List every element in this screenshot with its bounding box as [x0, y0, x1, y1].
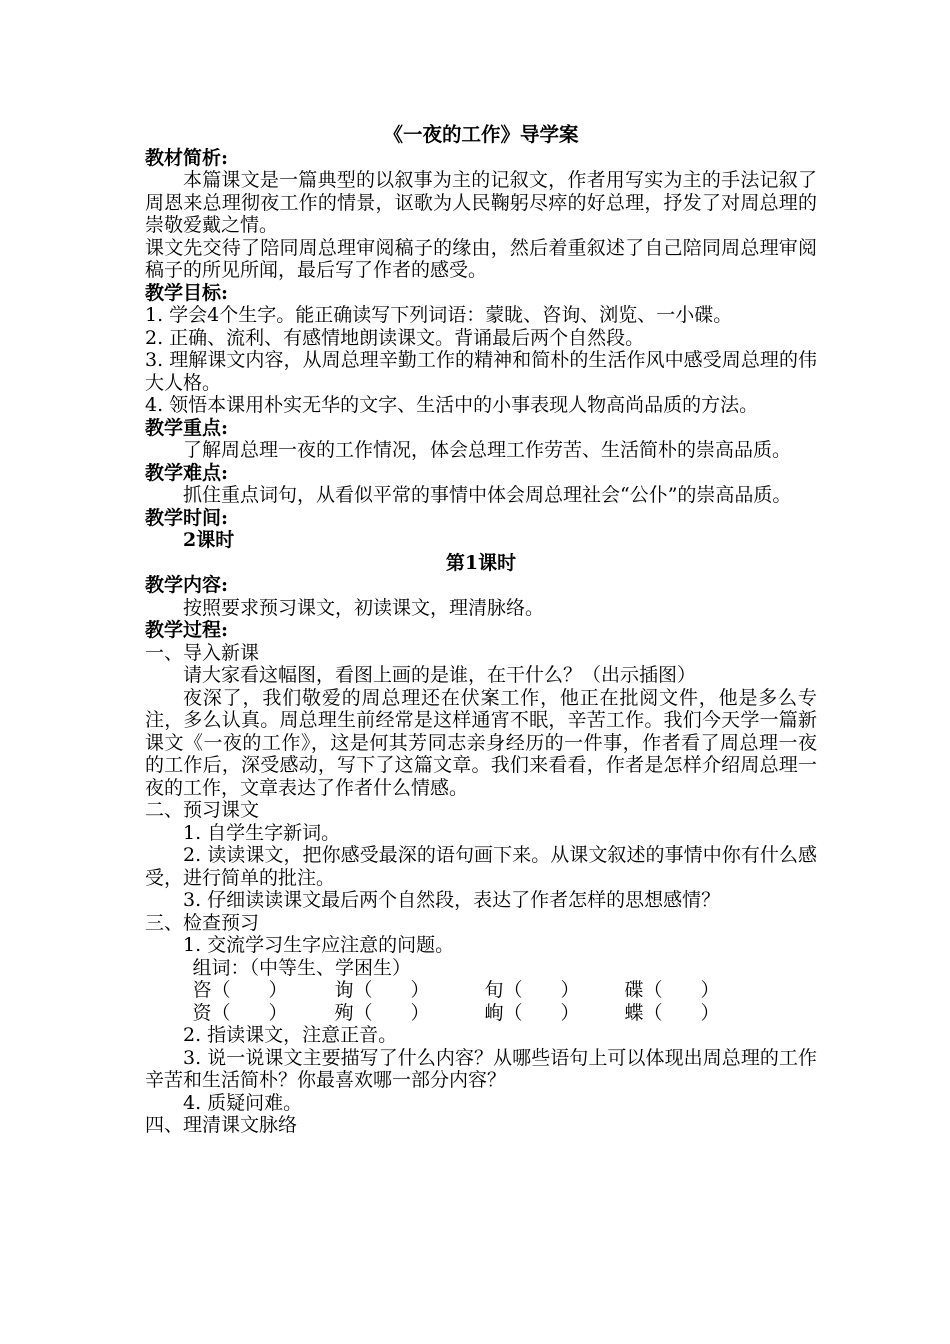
process-heading: 教学过程: — [145, 619, 229, 641]
key-heading: 教学重点: — [145, 416, 229, 439]
step2-item: 1. 自学生字新词。 — [183, 821, 341, 844]
goal-item: 2. 正确、流利、有感情地朗读课文。背诵最后两个自然段。 — [145, 326, 645, 349]
word-cell: 资（ ） — [192, 1001, 288, 1024]
step3-item-2: 2. 指读课文，注意正音。 — [183, 1024, 398, 1046]
analysis-paragraph-2: 课文先交待了陪同周总理审阅稿子的缘由，然后着重叙述了自己陪同周总理审阅稿子的所见所闻，最后写了作者的感受。 — [145, 236, 817, 281]
word-cell: 殉（ ） — [334, 1001, 430, 1024]
time-heading: 教学时间: — [145, 506, 229, 529]
word-group-row-2 — [145, 1002, 817, 1025]
word-group-row-1 — [145, 979, 817, 1002]
step2-item: 3. 仔细读读课文最后两个自然段，表达了作者怎样的思想感情？ — [183, 889, 721, 911]
goals-heading: 教学目标: — [145, 281, 229, 304]
goal-item: 1. 学会4个生字。能正确读写下列词语：蒙眬、咨询、浏览、一小碟。 — [145, 304, 733, 326]
time-text: 2课时 — [183, 529, 235, 551]
analysis-paragraph-1: 本篇课文是一篇典型的以叙事为主的记叙文，作者用写实为主的手法记叙了周恩来总理彻夜工作的情景，讴歌为人民鞠躬尽瘁的好总理，抒发了对周总理的崇敬爱戴之情。 — [145, 169, 817, 236]
document-title: 《一夜的工作》导学案 — [383, 123, 579, 146]
step2-item: 2. 读读课文，把你感受最深的语句画下来。从课文叙述的事情中你有什么感受，进行简单的批注。 — [145, 844, 817, 889]
step3-heading: 三、检查预习 — [145, 911, 260, 934]
step3-item-4: 4. 质疑问难。 — [183, 1091, 303, 1114]
word-group-label: 组词：（中等生、学困生） — [192, 956, 412, 979]
difficulty-text: 抓住重点词句，从看似平常的事情中体会周总理社会“公仆”的崇高品质。 — [183, 484, 792, 506]
word-cell: 峋（ ） — [484, 1001, 580, 1024]
difficulty-heading: 教学难点: — [145, 461, 229, 484]
word-cell: 咨（ ） — [192, 979, 288, 1001]
step1-paragraph-2: 夜深了，我们敬爱的周总理还在伏案工作，他正在批阅文件，他是多么专注，多么认真。周总理生前经常是这样通宵不眠，辛苦工作。我们今天学一篇新课文《一夜的工作》，这是何其芳同志亲身经历的一件事，作者看了周总理一夜的工作后，深受感动，写下了这篇文章。我们来看看，作者是怎样介绍周总理一夜的工作，文章表达了作者什么情感。 — [145, 686, 817, 799]
content-heading: 教学内容: — [145, 574, 229, 596]
key-text: 了解周总理一夜的工作情况，体会总理工作劳苦、生活简朴的崇高品质。 — [183, 439, 792, 461]
step3-item-1: 1. 交流学习生字应注意的问题。 — [183, 934, 455, 956]
word-cell: 碟（ ） — [624, 979, 720, 1001]
step1-paragraph-1: 请大家看这幅图，看图上画的是谁，在干什么？（出示插图） — [183, 664, 697, 686]
step3-item-3: 3. 说一说课文主要描写了什么内容？从哪些语句上可以体现出周总理的工作辛苦和生活简朴？你最喜欢哪一部分内容？ — [145, 1046, 817, 1091]
document-content — [145, 124, 817, 1137]
content-text: 按照要求预习课文，初读课文，理清脉络。 — [183, 596, 545, 619]
word-cell: 询（ ） — [334, 979, 430, 1001]
analysis-heading: 教材简析: — [145, 146, 229, 169]
word-cell: 旬（ ） — [484, 979, 580, 1001]
step1-heading: 一、导入新课 — [145, 641, 260, 664]
goal-item: 3. 理解课文内容，从周总理辛勤工作的精神和简朴的生活作风中感受周总理的伟大人格。 — [145, 349, 817, 394]
goal-item: 4. 领悟本课用朴实无华的文字、生活中的小事表现人物高尚品质的方法。 — [145, 394, 759, 416]
step2-heading: 二、预习课文 — [145, 799, 260, 821]
word-cell: 蝶（ ） — [624, 1001, 720, 1024]
lesson1-heading: 第1课时 — [445, 551, 517, 574]
step4-heading: 四、理清课文脉络 — [145, 1114, 298, 1136]
